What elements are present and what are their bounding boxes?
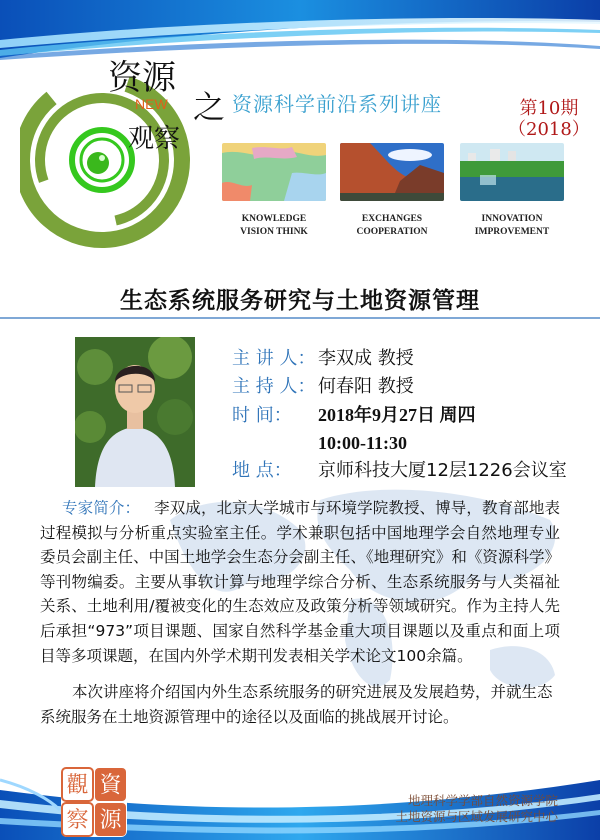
seal-char-yuan: 源 <box>99 808 122 833</box>
thumbnail-canyon <box>340 143 444 201</box>
city-image-icon <box>460 143 564 201</box>
seal-char-guan: 觀 <box>66 773 89 798</box>
issue-label: 第10期 <box>519 98 579 119</box>
portrait-image-icon <box>75 337 195 487</box>
caption-innovation: INNOVATION IMPROVEMENT <box>474 214 550 237</box>
map-image-icon <box>222 143 326 201</box>
bio-text: 李双成，北京大学城市与环境学院教授、博导，教育部地表过程模拟与分析重点实验室主任。学术兼职包括中国地理学会自然地理专业委员会副主任、中国土地学会生态分会副主任、《地理研究》和《资源科学》等刊物编委。主要从事软计算与地理学综合分析、生态系统服务与人类福祉关系、土地利用/覆被变化的生态效应及政策分析等领域研究。作为主持人先后承担“973”项目课题、国家自然科学基金重大项目课题以及重点和面上项目等多项课题，在国内外学术期刊发表相关学术论文100余篇。 <box>40 499 560 665</box>
organizer <box>390 793 558 825</box>
logo-new-badge: NEW <box>135 96 168 112</box>
thumbnail-map <box>222 143 326 201</box>
lecture-time: 10:00-11:30 <box>318 433 407 453</box>
host-row <box>232 374 414 400</box>
time-row <box>318 430 407 457</box>
organizer-line-2: 土地资源与区域发展研究中心 <box>395 809 558 824</box>
speaker-photo <box>75 337 195 487</box>
landscape-image-icon <box>340 143 444 201</box>
issue-year: （2018） <box>508 119 590 140</box>
lecture-intro <box>40 680 560 730</box>
thumbnail-city-lake <box>460 143 564 201</box>
resource-observation-seal <box>60 766 128 838</box>
date-row <box>232 402 476 429</box>
intro-text: 本次讲座将介绍国内外生态系统服务的研究进展及发展趋势，并就生态系统服务在土地资源管理中的途径以及面临的挑战展开讨论。 <box>40 683 553 726</box>
host-label: 主 持 人： <box>232 376 316 397</box>
speaker-bio <box>40 496 560 668</box>
speaker-label: 主 讲 人： <box>232 348 316 369</box>
logo-connector: 之 <box>193 88 226 126</box>
caption-knowledge: KNOWLEDGE VISION THINK <box>240 214 308 237</box>
speaker-name: 李双成 教授 <box>318 348 414 369</box>
issue-number <box>508 98 590 140</box>
bio-label: 专家简介： <box>62 499 141 517</box>
speaker-row <box>232 346 414 372</box>
lecture-title: 生态系统服务研究与土地资源管理 <box>120 287 480 314</box>
lecture-place: 京师科技大厦12层1226会议室 <box>318 460 567 481</box>
place-row <box>232 458 567 484</box>
caption-exchanges: EXCHANGES COOPERATION <box>356 214 428 237</box>
logo-text-observation: 观察 <box>128 124 181 154</box>
seal-char-cha: 察 <box>66 808 89 833</box>
place-label: 地 点： <box>232 460 292 481</box>
organizer-line-1: 地理科学学部自然资源学院 <box>407 793 558 808</box>
lecture-date: 2018年9月27日 周四 <box>318 405 476 425</box>
time-label: 时 间： <box>232 405 292 426</box>
series-title: 资源科学前沿系列讲座 <box>232 92 442 116</box>
title-divider <box>0 317 600 319</box>
logo-text-resource: 资源 <box>108 58 176 98</box>
host-name: 何春阳 教授 <box>318 376 414 397</box>
seal-char-zi: 資 <box>99 773 122 798</box>
